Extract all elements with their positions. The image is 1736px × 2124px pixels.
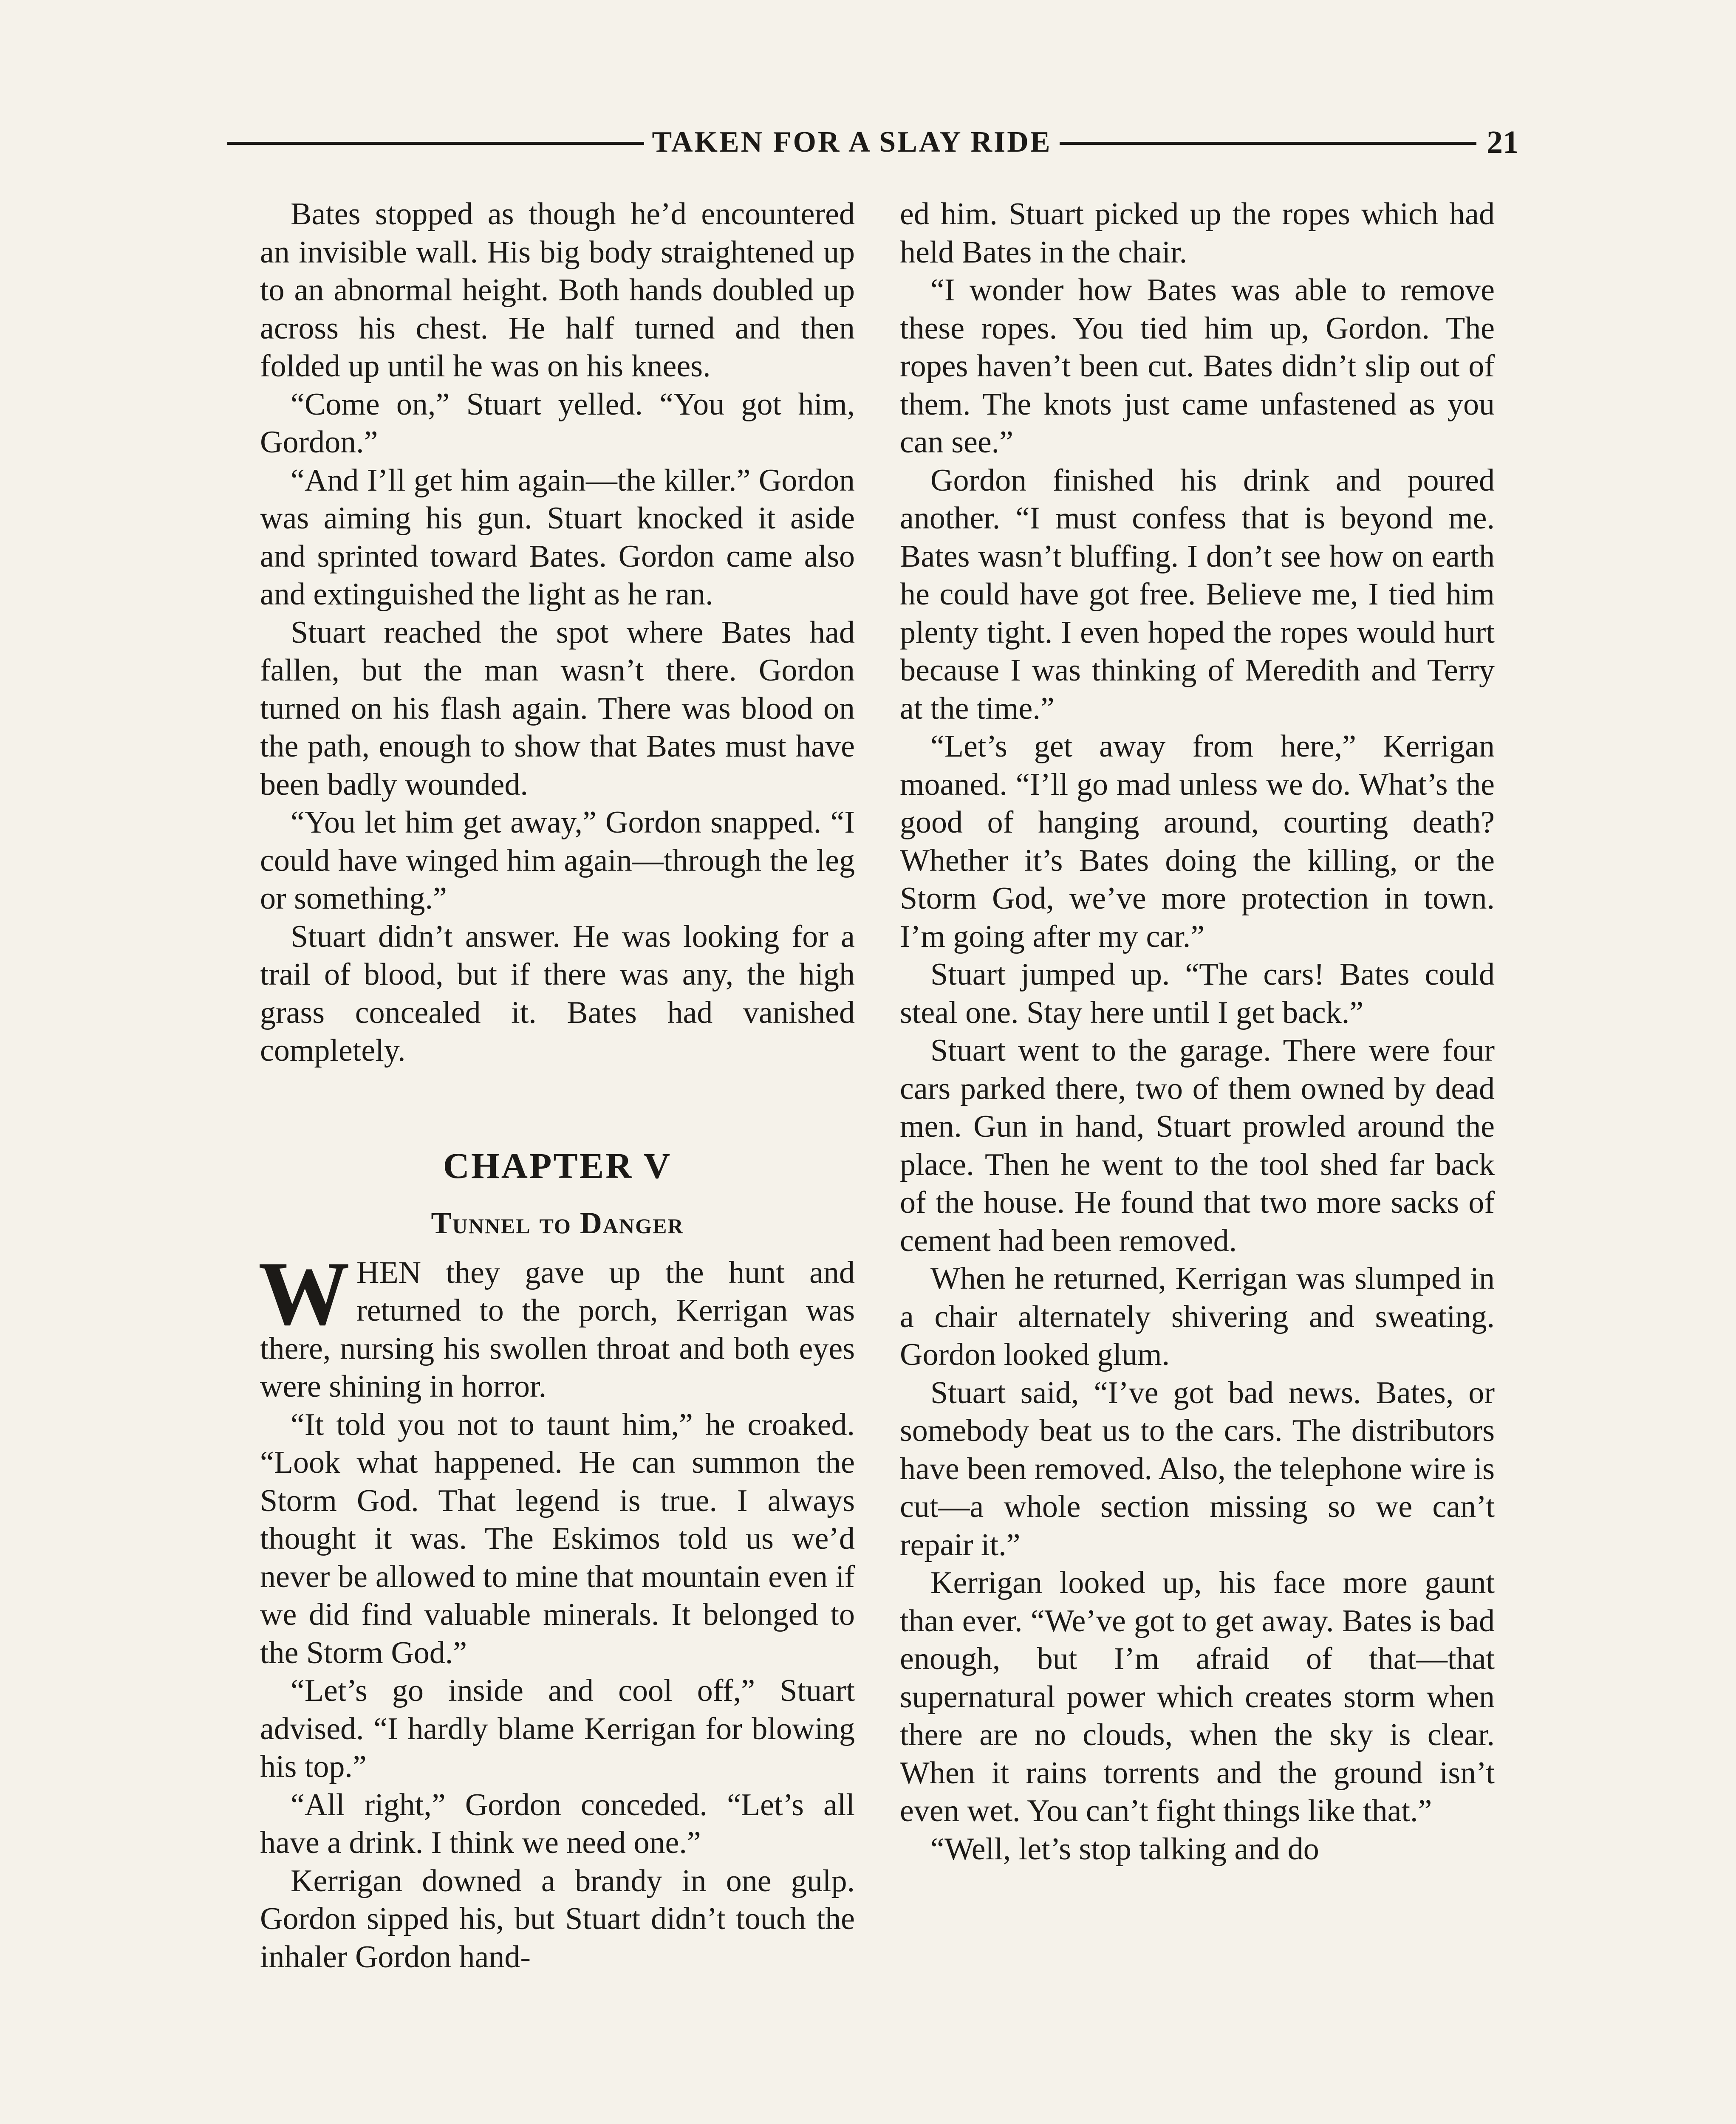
- paragraph: “Well, let’s stop talking and do: [930, 1831, 1319, 1867]
- right-column: [900, 195, 1495, 1868]
- paragraph: Kerrigan downed a brandy in one gulp. Gordon sipped his, but Stuart didn’t touch the inhaler Gordon hand-: [260, 1863, 855, 1974]
- paragraph: When he returned, Kerrigan was slumped in a chair alternately shivering and sweating. Gordon looked glum.: [900, 1261, 1495, 1372]
- running-header: [227, 117, 1519, 168]
- paragraph: “Let’s go inside and cool off,” Stuart advised. “I hardly blame Kerrigan for blowing his top.”: [260, 1673, 855, 1784]
- left-column: [260, 195, 855, 1976]
- paragraph: Bates stopped as though he’d encountered an invisible wall. His big body straightened up to an abnormal height. Both hands doubled up across his chest. He half turned and then folded up until he was on his knees.: [260, 197, 855, 384]
- paragraph: Stuart said, “I’ve got bad news. Bates, or somebody beat us to the cars. The distributors have been removed. Also, the telephone wire is cut—a whole section missing so we can’t repair it.”: [900, 1375, 1495, 1562]
- paragraph: Stuart went to the garage. There were four cars parked there, two of them owned by dead men. Gun in hand, Stuart prowled around the place. Then he went to the tool shed far back of the house. He found that two more sacks of cement had been removed.: [900, 1033, 1495, 1258]
- opening-text: HEN they gave up the hunt and returned to the porch, Kerrigan was there, nursing his swollen throat and both eyes were shining in horror.: [260, 1255, 855, 1404]
- opening-paragraph: [258, 1242, 855, 1406]
- paragraph: Gordon finished his drink and poured another. “I must confess that is beyond me. Bates wasn’t bluffing. I don’t see how on earth he could have got free. Believe me, I tied him plenty tight. I even hoped the ropes would hurt because I was thinking of Meredith and Terry at the time.”: [900, 463, 1495, 726]
- paragraph: Stuart jumped up. “The cars! Bates could steal one. Stay here until I get back.”: [900, 957, 1495, 1030]
- chapter-heading: CHAPTER V: [443, 1145, 672, 1186]
- continuation-paragraph: ed him. Stuart picked up the ropes which had held Bates in the chair.: [900, 197, 1495, 270]
- running-title: TAKEN FOR A SLAY RIDE: [652, 126, 1052, 158]
- page-number: 21: [1487, 124, 1519, 160]
- paragraph: Kerrigan looked up, his face more gaunt than ever. “We’ve got to get away. Bates is bad enough, but I’m afraid of that—that supernatural power which creates storm when there are no clouds, when the sky is clear. When it rains torrents and the ground isn’t even wet. You can’t fight things like that.”: [900, 1565, 1495, 1828]
- paragraph: “And I’ll get him again—the killer.” Gordon was aiming his gun. Stuart knocked it aside and sprinted toward Bates. Gordon came also and extinguished the light as he ran.: [260, 463, 855, 612]
- paragraph: “Let’s get away from here,” Kerrigan moaned. “I’ll go mad unless we do. What’s the good of hanging around, courting death? Whether it’s Bates doing the killing, or the Storm God, we’ve more protection in town. I’m going after my car.”: [900, 729, 1495, 954]
- paragraph: “You let him get away,” Gordon snapped. “I could have winged him again—through the leg or something.”: [260, 805, 855, 916]
- paragraph: “It told you not to taunt him,” he croaked. “Look what happened. He can summon the Storm God. That legend is true. I always thought it was. The Eskimos told us we’d never be allowed to mine that mountain even if we did find valuable minerals. It belonged to the Storm God.”: [260, 1407, 855, 1670]
- paragraph: Stuart didn’t answer. He was looking for a trail of blood, but if there was any, the high grass concealed it. Bates had vanished completely.: [260, 919, 855, 1068]
- drop-cap: W: [258, 1242, 350, 1344]
- header-rule-left: [227, 142, 644, 145]
- paragraph: Stuart reached the spot where Bates had fallen, but the man wasn’t there. Gordon turned on his flash again. There was blood on the path, enough to show that Bates must have been badly wounded.: [260, 615, 855, 802]
- chapter-title: Tunnel to Danger: [431, 1206, 684, 1240]
- header-rule-right: [1060, 142, 1476, 145]
- paragraph: “Come on,” Stuart yelled. “You got him, Gordon.”: [260, 387, 855, 460]
- paragraph: “I wonder how Bates was able to remove these ropes. You tied him up, Gordon. The ropes haven’t been cut. Bates didn’t slip out of them. The knots just came unfastened as you can see.”: [900, 273, 1495, 460]
- paragraph: “All right,” Gordon conceded. “Let’s all have a drink. I think we need one.”: [260, 1787, 855, 1860]
